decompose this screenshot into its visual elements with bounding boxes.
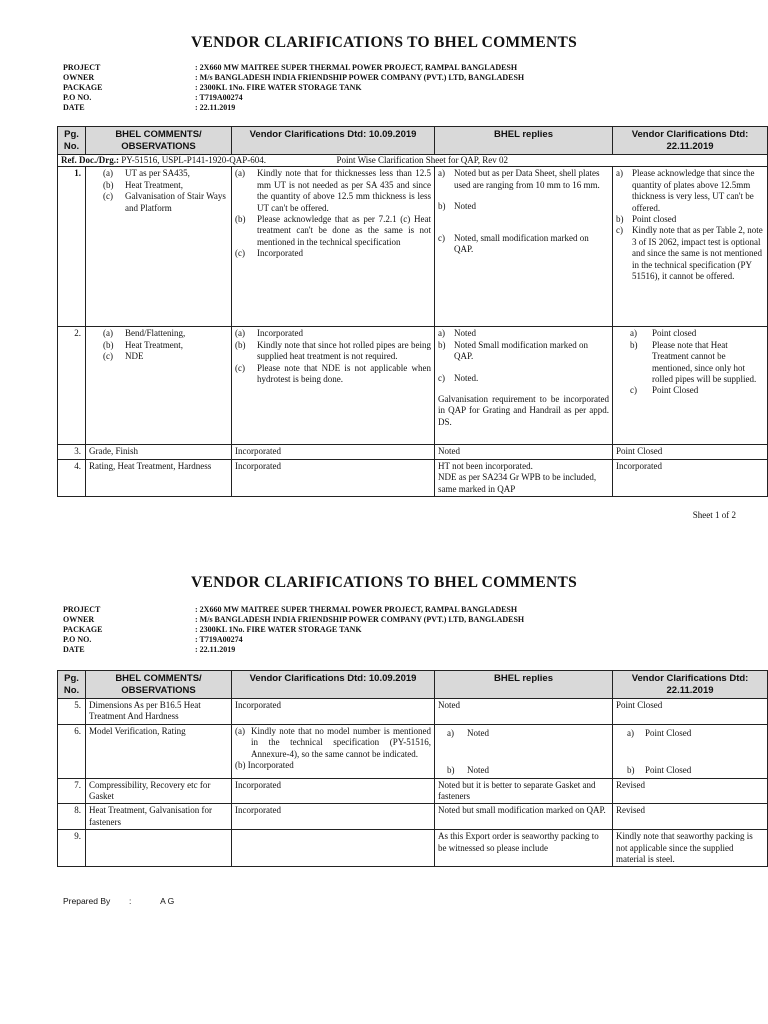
table-row: 4. Rating, Heat Treatment, Hardness Incorporated HT not been incorporated. NDE as per SA234 Gr WPB to be included, same marked in QAP Incorporated [58,459,768,496]
list-item: (a) Kindly note that for thicknesses less than 12.5 mm UT is not needed as per SA 435 and since the quantity of above 12.5 mm thickness is less UT can't be offered. [235,168,432,213]
row-pg-no: 8. [58,804,86,830]
col-vendor-clarifications-1: Vendor Clarifications Dtd: 10.09.2019 [232,127,435,155]
list-item: b) Noted Small modification marked on QAP. [438,339,588,362]
header-package: PACKAGE : 2300KL 1No. FIRE WATER STORAGE TANK [63,83,362,92]
prepared-by [63,896,174,906]
list-item: (a) Bend/Flattening, [103,328,186,339]
row-pg-no: 1. [58,167,86,327]
sheet1-title: VENDOR CLARIFICATIONS TO BHEL COMMENTS [190,34,578,51]
list-item: c) Noted. [438,372,479,383]
table-row: 9. As this Export order is seaworthy packing to be witnessed so please include Kindly note that seaworthy packing is not applicable since the supplied material is steel. [58,830,768,867]
row-pg-no: 3. [58,445,86,459]
ref-label: Ref. Doc./Drg.: [61,155,119,165]
col-vendor-clarifications-2: Vendor Clarifications Dtd: 22.11.2019 [613,127,768,155]
header-package: PACKAGE : 2300KL 1No. FIRE WATER STORAGE TANK [63,625,362,634]
list-item: (b) Kindly note that since hot rolled pipes are being supplied heat treatment is not required. [235,339,432,362]
col-pg-no: Pg. No. [58,671,86,699]
header-project: PROJECT : 2X660 MW MAITREE SUPER THERMAL POWER PROJECT, RAMPAL BANGLADESH [63,63,518,72]
list-item: (b) Heat Treatment, [103,339,184,350]
prepared-by-label: Prepared By [63,896,111,906]
header-owner: OWNER : M/s BANGLADESH INDIA FRIENDSHIP POWER COMPANY (PVT.) LTD, BANGLADESH [63,615,525,624]
list-item: b) Point closed [616,214,677,225]
col-bhel-replies: BHEL replies [435,671,613,699]
table-row: 3. Grade, Finish Incorporated Noted Point Closed [58,445,768,459]
table-row [58,167,768,327]
list-item: a) Point closed [630,328,697,339]
list-item: (a) UT as per SA435, [103,168,190,179]
header-po-no: P.O NO. : T719A00274 [63,93,243,102]
col-bhel-comments: BHEL COMMENTS/ OBSERVATIONS [86,127,232,155]
row-pg-no: 9. [58,830,86,867]
header-project: PROJECT : 2X660 MW MAITREE SUPER THERMAL POWER PROJECT, RAMPAL BANGLADESH [63,605,518,614]
row-pg-no: 2. [58,327,86,445]
header-owner: OWNER : M/s BANGLADESH INDIA FRIENDSHIP POWER COMPANY (PVT.) LTD, BANGLADESH [63,73,525,82]
table-row: 6. Model Verification, Rating (a) Kindly note that no model number is mentioned in the technical specification (PY-51516, Annexure-4), so the same cannot be indicated. (b) Incorporated a) Noted b) Noted a) Point Closed b) Point Closed [58,724,768,778]
table-row: 5. Dimensions As per B16.5 Heat Treatment And Hardness Incorporated Noted Point Closed [58,699,768,725]
sheet-number: Sheet 1 of 2 [692,510,736,520]
col-vendor-clarifications-2: Vendor Clarifications Dtd: 22.11.2019 [613,671,768,699]
list-item: (b) Please acknowledge that as per 7.2.1 (c) Heat treatment can't be done as the same is not mentioned in the technical specification [235,214,432,247]
prepared-by-name: A G [160,896,175,906]
sheet2-table-wrap [57,670,753,867]
list-item: b) Noted [438,201,477,212]
sheet1-table [57,126,768,497]
row-pg-no: 7. [58,778,86,804]
table-row: 8. Heat Treatment, Galvanisation for fasteners Incorporated Noted but small modification marked on QAP. Revised [58,804,768,830]
list-item: a) Please acknowledge that since the quantity of plates above 12.5mm thickness is very less, UT can't be offered. [616,168,755,213]
header-date: DATE : 22.11.2019 [63,103,236,112]
reference-row [58,155,768,167]
list-item: a) Noted but as per Data Sheet, shell plates used are ranging from 10 mm to 16 mm. [438,168,600,190]
row-pg-no: 6. [58,724,86,778]
sheet2-title: VENDOR CLARIFICATIONS TO BHEL COMMENTS [190,574,578,591]
table-row [58,327,768,445]
list-item: a) Noted [438,328,477,339]
ref-doc: PY-51516, USPL-P141-1920-QAP-604. [118,155,266,165]
list-item: (c) Galvanisation of Stair Ways and Platform [103,191,226,213]
list-item: (c) Incorporated [235,248,303,259]
table-header-row [58,671,768,699]
header-po-no: P.O NO. : T719A00274 [63,635,243,644]
list-item: (b) Heat Treatment, [103,179,184,190]
col-bhel-replies: BHEL replies [435,127,613,155]
sheet1-header [63,63,524,113]
sheet2-table [57,670,768,867]
row-pg-no: 4. [58,459,86,496]
col-vendor-clarifications-1: Vendor Clarifications Dtd: 10.09.2019 [232,671,435,699]
ref-description: Point Wise Clarification Sheet for QAP, Rev 02 [336,155,508,165]
list-item: c) Noted, small modification marked on QAP. [438,232,589,255]
table-header-row [58,127,768,155]
col-pg-no: Pg. No. [58,127,86,155]
row-pg-no: 5. [58,699,86,725]
list-item: c) Point Closed [630,385,699,396]
list-item: (c) Please note that NDE is not applicable when hydrotest is being done. [235,362,432,385]
list-item: (a) Incorporated [235,328,303,339]
galvanisation-note: Galvanisation requirement to be incorporated in QAP for Grating and Handrail as per appd. DS. [438,394,610,427]
list-item: b) Please note that Heat Treatment cannot be mentioned, since only hot rolled pipes will be supplied. [630,339,757,385]
col-bhel-comments: BHEL COMMENTS/ OBSERVATIONS [86,671,232,699]
table-row: 7. Compressibility, Recovery etc for Gasket Incorporated Noted but it is better to separate Gasket and fasteners Revised [58,778,768,804]
sheet1-table-wrap [57,126,763,497]
header-date: DATE : 22.11.2019 [63,645,236,654]
list-item: c) Kindly note that as per Table 2, note 3 of IS 2062, impact test is optional and since the same is not mentioned in the technical specification (PY 51516), it cannot be offered. [616,225,763,282]
list-item: (c) NDE [103,351,144,362]
prepared-by-colon: : [129,896,132,906]
sheet2-header [63,605,524,655]
